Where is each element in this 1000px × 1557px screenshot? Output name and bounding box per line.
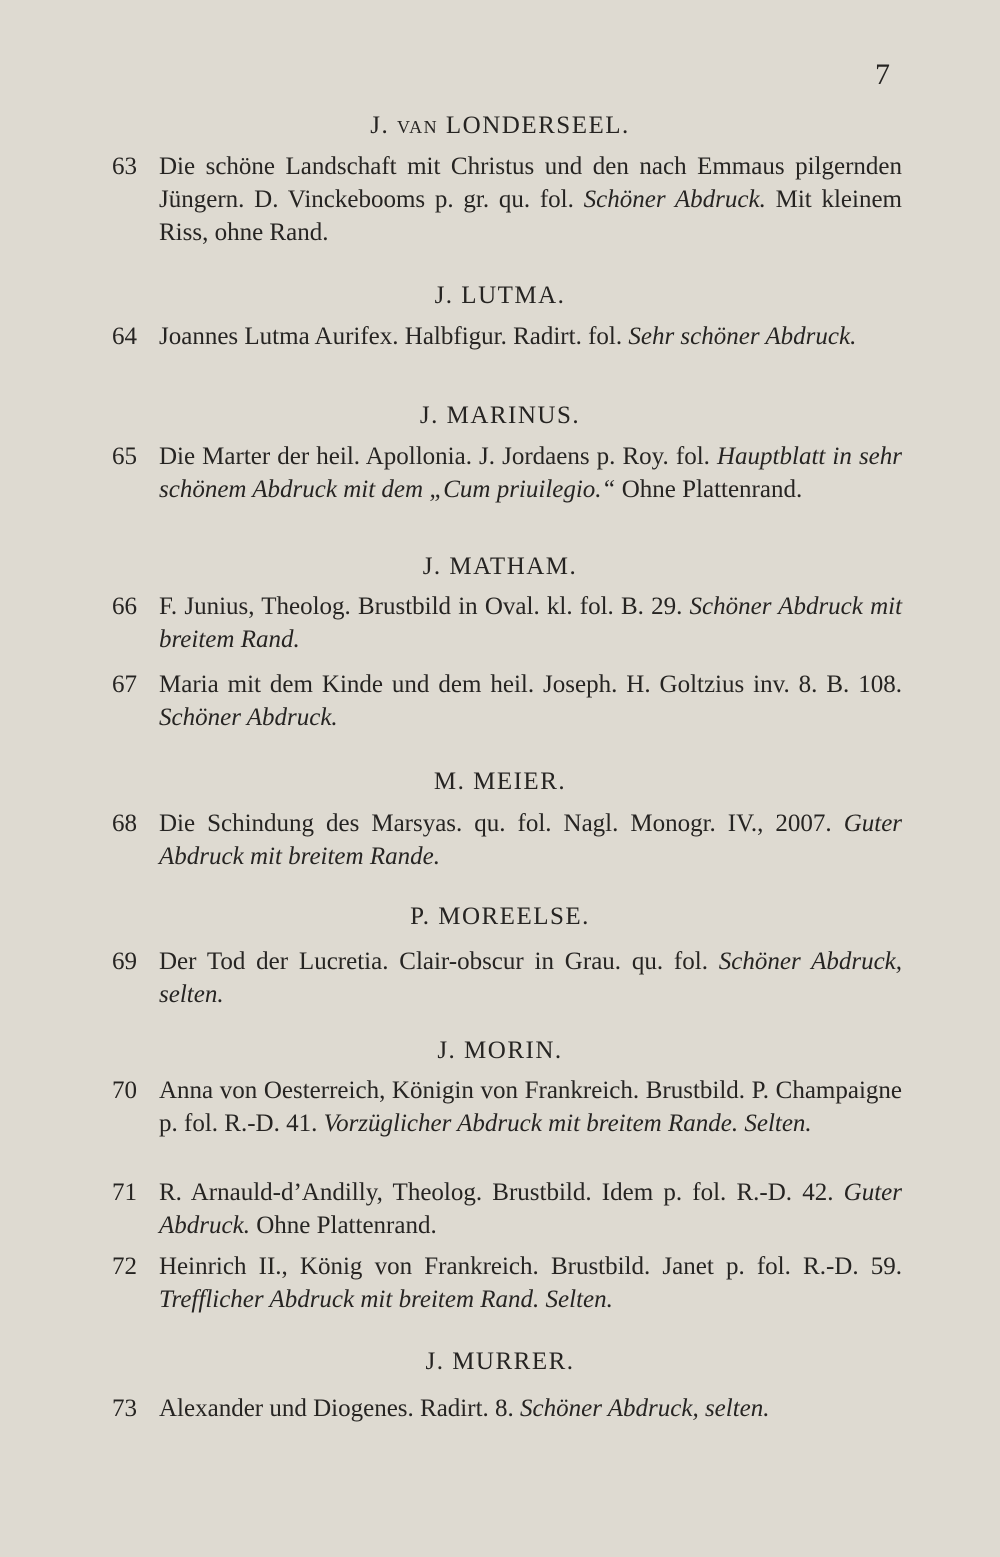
entry-text xyxy=(159,1392,902,1425)
entry-number: 69 xyxy=(112,948,137,975)
entry-text xyxy=(159,320,902,353)
entry-condition: Schöner Abdruck mit breitem Rand. xyxy=(159,593,903,653)
entry-condition: Sehr schöner Abdruck. xyxy=(628,323,857,350)
entry-text xyxy=(159,1250,902,1316)
section-heading-murrer: J. MURRER. xyxy=(425,1348,575,1375)
section-heading-lutma: J. LUTMA. xyxy=(434,282,566,309)
entry-number: 72 xyxy=(112,1253,137,1280)
entry-note: Ohne Plattenrand. xyxy=(621,476,803,503)
section-heading-moreelse: P. MOREELSE. xyxy=(410,903,590,930)
entry-text xyxy=(159,945,902,1011)
catalog-entry-63 xyxy=(112,150,902,249)
entry-note: Mit kleinem Riss, ohne Rand. xyxy=(159,186,903,246)
entry-number: 71 xyxy=(112,1179,137,1206)
heading-prefix: J. xyxy=(370,112,390,139)
entry-condition: Hauptblatt in sehr schönem Abdruck mit dem „Cum priuilegio.“ xyxy=(159,443,903,503)
entry-description: Die Schindung des Marsyas. qu. fol. Nagl. Monogr. IV., 2007. xyxy=(159,810,832,837)
entry-description: Heinrich II., König von Frankreich. Brustbild. Janet p. fol. R.-D. 59. xyxy=(159,1253,902,1280)
entry-text xyxy=(159,807,902,873)
entry-number: 67 xyxy=(112,671,137,698)
entry-condition: Trefflicher Abdruck mit breitem Rand. Selten. xyxy=(159,1286,613,1313)
catalog-entry-69 xyxy=(112,945,902,1011)
entry-condition: Vorzüglicher Abdruck mit breitem Rande. Selten. xyxy=(323,1110,812,1137)
entry-number: 68 xyxy=(112,810,137,837)
entry-description: Die schöne Landschaft mit Christus und den nach Emmaus pilgernden Jüngern. D. Vinckebooms p. gr. qu. fol. xyxy=(159,153,902,213)
entry-condition: Guter Abdruck mit breitem Rande. xyxy=(159,810,903,870)
heading-smallcaps: VAN xyxy=(396,117,439,137)
entry-description: Der Tod der Lucretia. Clair-obscur in Grau. qu. fol. xyxy=(159,948,708,975)
entry-text xyxy=(159,1074,902,1140)
catalog-entry-70 xyxy=(112,1074,902,1140)
entry-description: Maria mit dem Kinde und dem heil. Joseph. H. Goltzius inv. 8. B. 108. xyxy=(159,671,902,698)
entry-number: 64 xyxy=(112,323,137,350)
entry-description: F. Junius, Theolog. Brustbild in Oval. kl. fol. B. 29. xyxy=(159,593,683,620)
entry-number: 73 xyxy=(112,1395,137,1422)
entry-condition: Schöner Abdruck. xyxy=(159,704,338,731)
catalog-entry-65 xyxy=(112,440,902,506)
catalog-entry-72 xyxy=(112,1250,902,1316)
catalog-entry-67 xyxy=(112,668,902,734)
catalog-entry-64 xyxy=(112,320,902,353)
section-heading-morin: J. MORIN. xyxy=(437,1037,563,1064)
entry-condition: Schöner Abdruck, selten. xyxy=(520,1395,770,1422)
catalog-entry-73 xyxy=(112,1392,902,1425)
catalog-entry-71 xyxy=(112,1176,902,1242)
entry-description: Anna von Oesterreich, Königin von Frankreich. Brustbild. P. Champaigne p. fol. R.-D. 41. xyxy=(159,1077,902,1137)
entry-number: 65 xyxy=(112,443,137,470)
entry-condition: Schöner Abdruck, selten. xyxy=(159,948,903,1008)
page-number: 7 xyxy=(875,58,890,91)
entry-note: Ohne Plattenrand. xyxy=(256,1212,437,1239)
entry-text xyxy=(159,440,902,506)
section-heading-marinus: J. MARINUS. xyxy=(419,402,581,429)
catalog-entry-68 xyxy=(112,807,902,873)
section-heading-londerseel xyxy=(0,112,1000,140)
entry-number: 66 xyxy=(112,593,137,620)
entry-text xyxy=(159,1176,902,1242)
entry-number: 70 xyxy=(112,1077,137,1104)
entry-text xyxy=(159,150,902,249)
entry-text xyxy=(159,668,902,734)
entry-description: Joannes Lutma Aurifex. Halbfigur. Radirt. fol. xyxy=(159,323,623,350)
entry-condition: Guter Abdruck. xyxy=(159,1179,902,1239)
heading-name: LONDERSEEL. xyxy=(445,112,630,139)
catalog-entry-66 xyxy=(112,590,902,656)
entry-description: R. Arnauld-d’Andilly, Theolog. Brustbild. Idem p. fol. R.-D. 42. xyxy=(159,1179,834,1206)
section-heading-meier: M. MEIER. xyxy=(433,768,567,795)
entry-description: Die Marter der heil. Apollonia. J. Jordaens p. Roy. fol. xyxy=(159,443,710,470)
entry-description: Alexander und Diogenes. Radirt. 8. xyxy=(159,1395,514,1422)
entry-text xyxy=(159,590,902,656)
section-heading-matham: J. MATHAM. xyxy=(422,553,578,580)
entry-number: 63 xyxy=(112,153,137,180)
entry-condition: Schöner Abdruck. xyxy=(583,186,766,213)
